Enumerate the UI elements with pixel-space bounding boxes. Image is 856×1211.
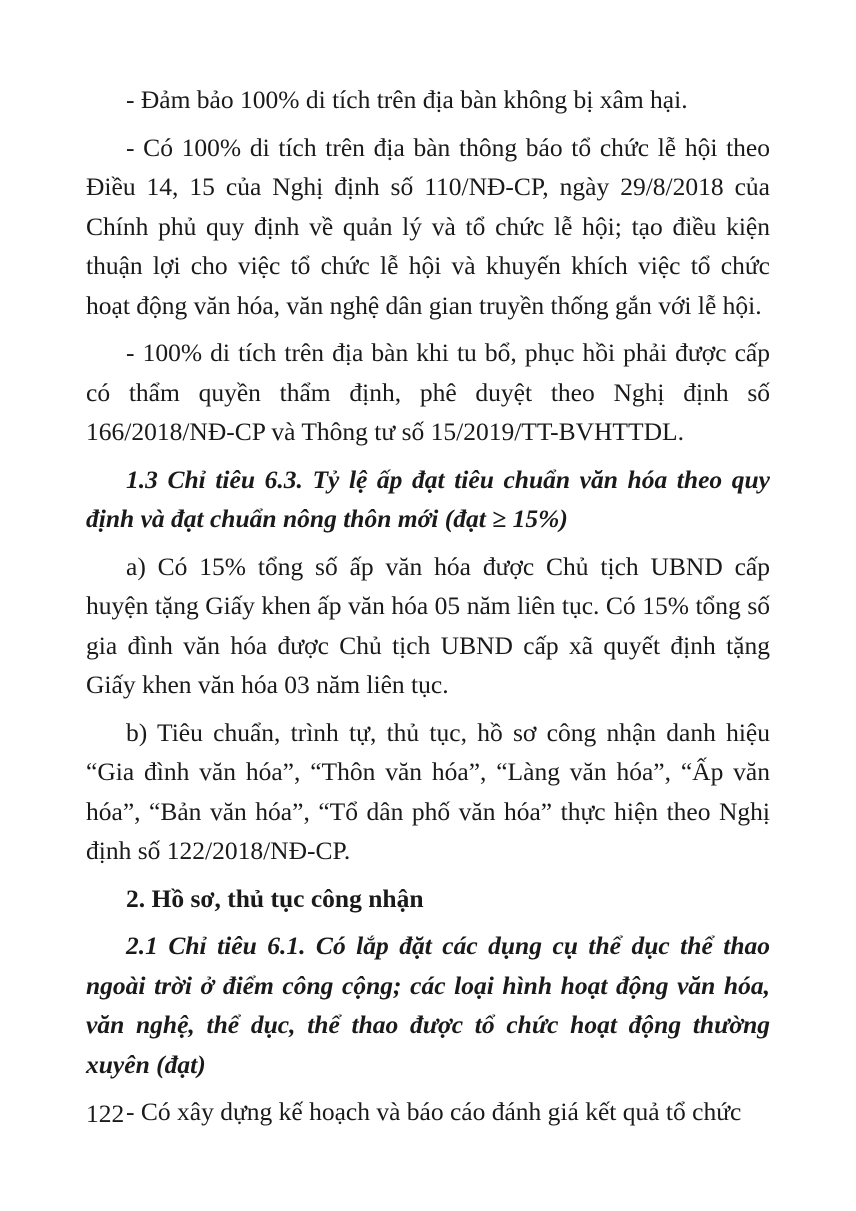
- paragraph-criterion-6-3-b: b) Tiêu chuẩn, trình tự, thủ tục, hồ sơ công nhận danh hiệu “Gia đình văn hóa”, “Thôn văn hóa”, “Làng văn hóa”, “Ấp văn hóa”, “Bản văn hóa”, “Tổ dân phố văn hóa” thực hiện theo Nghị định số 122/2018/NĐ-CP.: [86, 717, 770, 865]
- heading-dossier-procedure: 2. Hồ sơ, thủ tục công nhận: [126, 883, 424, 913]
- paragraph-festival-notice: - Có 100% di tích trên địa bàn thông báo tổ chức lễ hội theo Điều 14, 15 của Nghị định số 110/NĐ-CP, ngày 29/8/2018 của Chính phủ quy định về quản lý và tổ chức lễ hội; tạo điều kiện thuận lợi cho việc tổ chức lễ hội và khuyến khích việc tổ chức hoạt động văn hóa, văn nghệ dân gian truyền thống gắn với lễ hội.: [86, 132, 770, 320]
- paragraph-criterion-6-3-a: a) Có 15% tổng số ấp văn hóa được Chủ tịch UBND cấp huyện tặng Giấy khen ấp văn hóa 05 năm liên tục. Có 15% tổng số gia đình văn hóa được Chủ tịch UBND cấp xã quyết định tặng Giấy khen văn hóa 03 năm liên tục.: [86, 551, 770, 699]
- paragraph-protect-relics: - Đảm bảo 100% di tích trên địa bàn không bị xâm hại.: [126, 85, 688, 114]
- paragraph-restoration-approval: - 100% di tích trên địa bàn khi tu bổ, phục hồi phải được cấp có thẩm quyền thẩm định, phê duyệt theo Nghị định số 166/2018/NĐ-CP và Thông tư số 15/2019/TT-BVHTTDL.: [86, 338, 770, 446]
- heading-criterion-6-3: 1.3 Chỉ tiêu 6.3. Tỷ lệ ấp đạt tiêu chuẩn văn hóa theo quy định và đạt chuẩn nông thôn mới (đạt ≥ 15%): [86, 464, 770, 533]
- heading-criterion-6-1: 2.1 Chỉ tiêu 6.1. Có lắp đặt các dụng cụ thể dục thể thao ngoài trời ở điểm công cộng; các loại hình hoạt động văn hóa, văn nghệ, thể dục, thể thao được tổ chức hoạt động thường xuyên (đạt): [86, 931, 770, 1079]
- document-page: [86, 80, 770, 1140]
- paragraph-plan-report: - Có xây dựng kế hoạch và báo cáo đánh giá kết quả tổ chức: [126, 1097, 742, 1126]
- page-number: 122: [86, 1099, 125, 1128]
